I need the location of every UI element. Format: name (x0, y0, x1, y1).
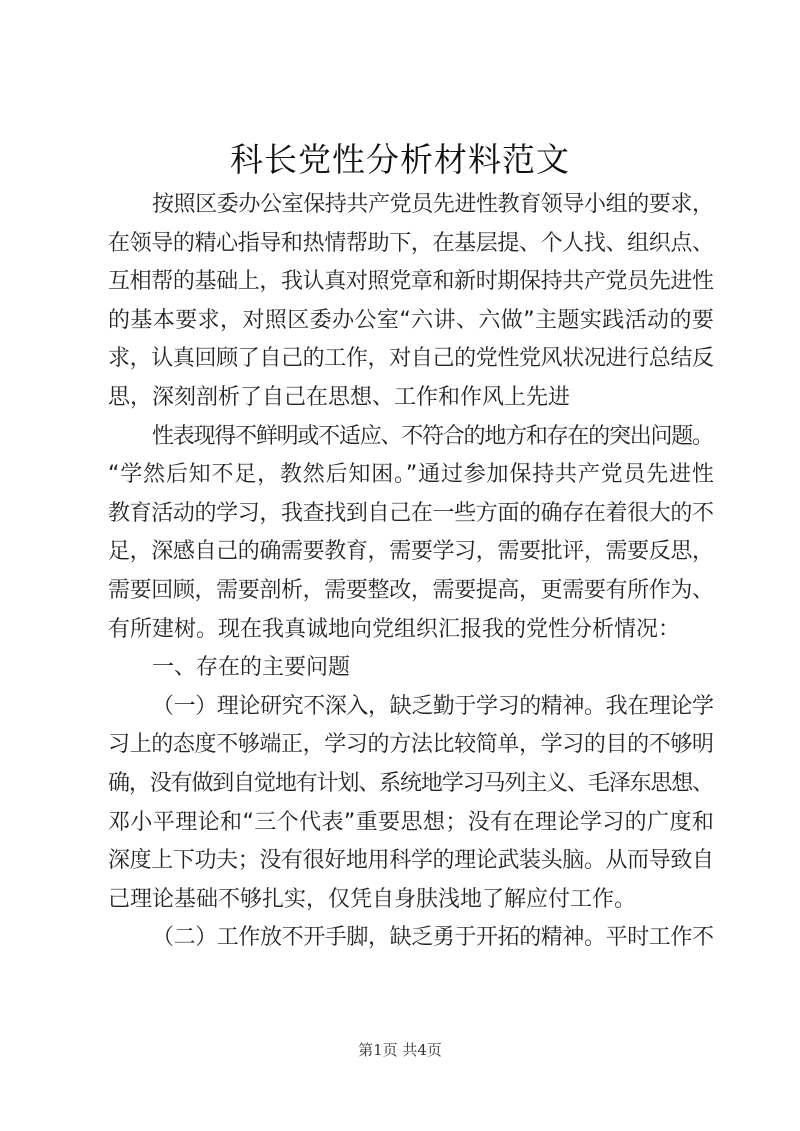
body-line: 思，深刻剖析了自己在思想、工作和作风上先进 (108, 384, 571, 410)
body-line: 性表现得不鲜明或不适应、不符合的地方和存在的突出问题。 (152, 423, 713, 449)
document-body (108, 186, 714, 958)
body-line: 邓小平理论和“三个代表”重要思想；没有在理论学习的广度和 (108, 809, 715, 835)
body-line: 的基本要求，对照区委办公室“六讲、六做”主题实践活动的要 (108, 307, 715, 333)
body-line: 互相帮的基础上，我认真对照党章和新时期保持共产党员先进性 (108, 269, 714, 295)
body-line: 己理论基础不够扎实，仅凭自身肤浅地了解应付工作。 (108, 886, 637, 912)
body-line: （一）理论研究不深入，缺乏勤于学习的精神。我在理论学 (152, 693, 714, 719)
body-line: 确，没有做到自觉地有计划、系统地学习马列主义、毛泽东思想、 (108, 770, 713, 796)
body-line: 深度上下功夫；没有很好地用科学的理论武装头脑。从而导致自 (108, 848, 714, 874)
section-heading: 一、存在的主要问题 (152, 655, 351, 681)
body-line: 足，深感自己的确需要教育，需要学习，需要批评，需要反思， (108, 539, 714, 565)
page-number-footer: 第1页 共4页 (358, 1041, 442, 1059)
body-line: 需要回顾，需要剖析，需要整改，需要提高，更需要有所作为、 (108, 577, 714, 603)
body-line: “学然后知不足，教然后知困。”通过参加保持共产党员先进性 (108, 462, 715, 488)
document-title: 科长党性分析材料范文 (230, 140, 570, 179)
body-line: 求，认真回顾了自己的工作，对自己的党性党风状况进行总结反 (108, 346, 714, 372)
body-line: 按照区委办公室保持共产党员先进性教育领导小组的要求， (152, 192, 714, 217)
body-line: 教育活动的学习，我查找到自己在一些方面的确存在着很大的不 (108, 500, 714, 526)
body-line: 习上的态度不够端正，学习的方法比较简单，学习的目的不够明 (108, 732, 714, 758)
body-line: （二）工作放不开手脚，缺乏勇于开拓的精神。平时工作不 (152, 925, 714, 951)
body-line: 有所建树。现在我真诚地向党组织汇报我的党性分析情况： (108, 616, 681, 642)
body-line: 在领导的精心指导和热情帮助下，在基层提、个人找、组织点、 (108, 230, 714, 256)
